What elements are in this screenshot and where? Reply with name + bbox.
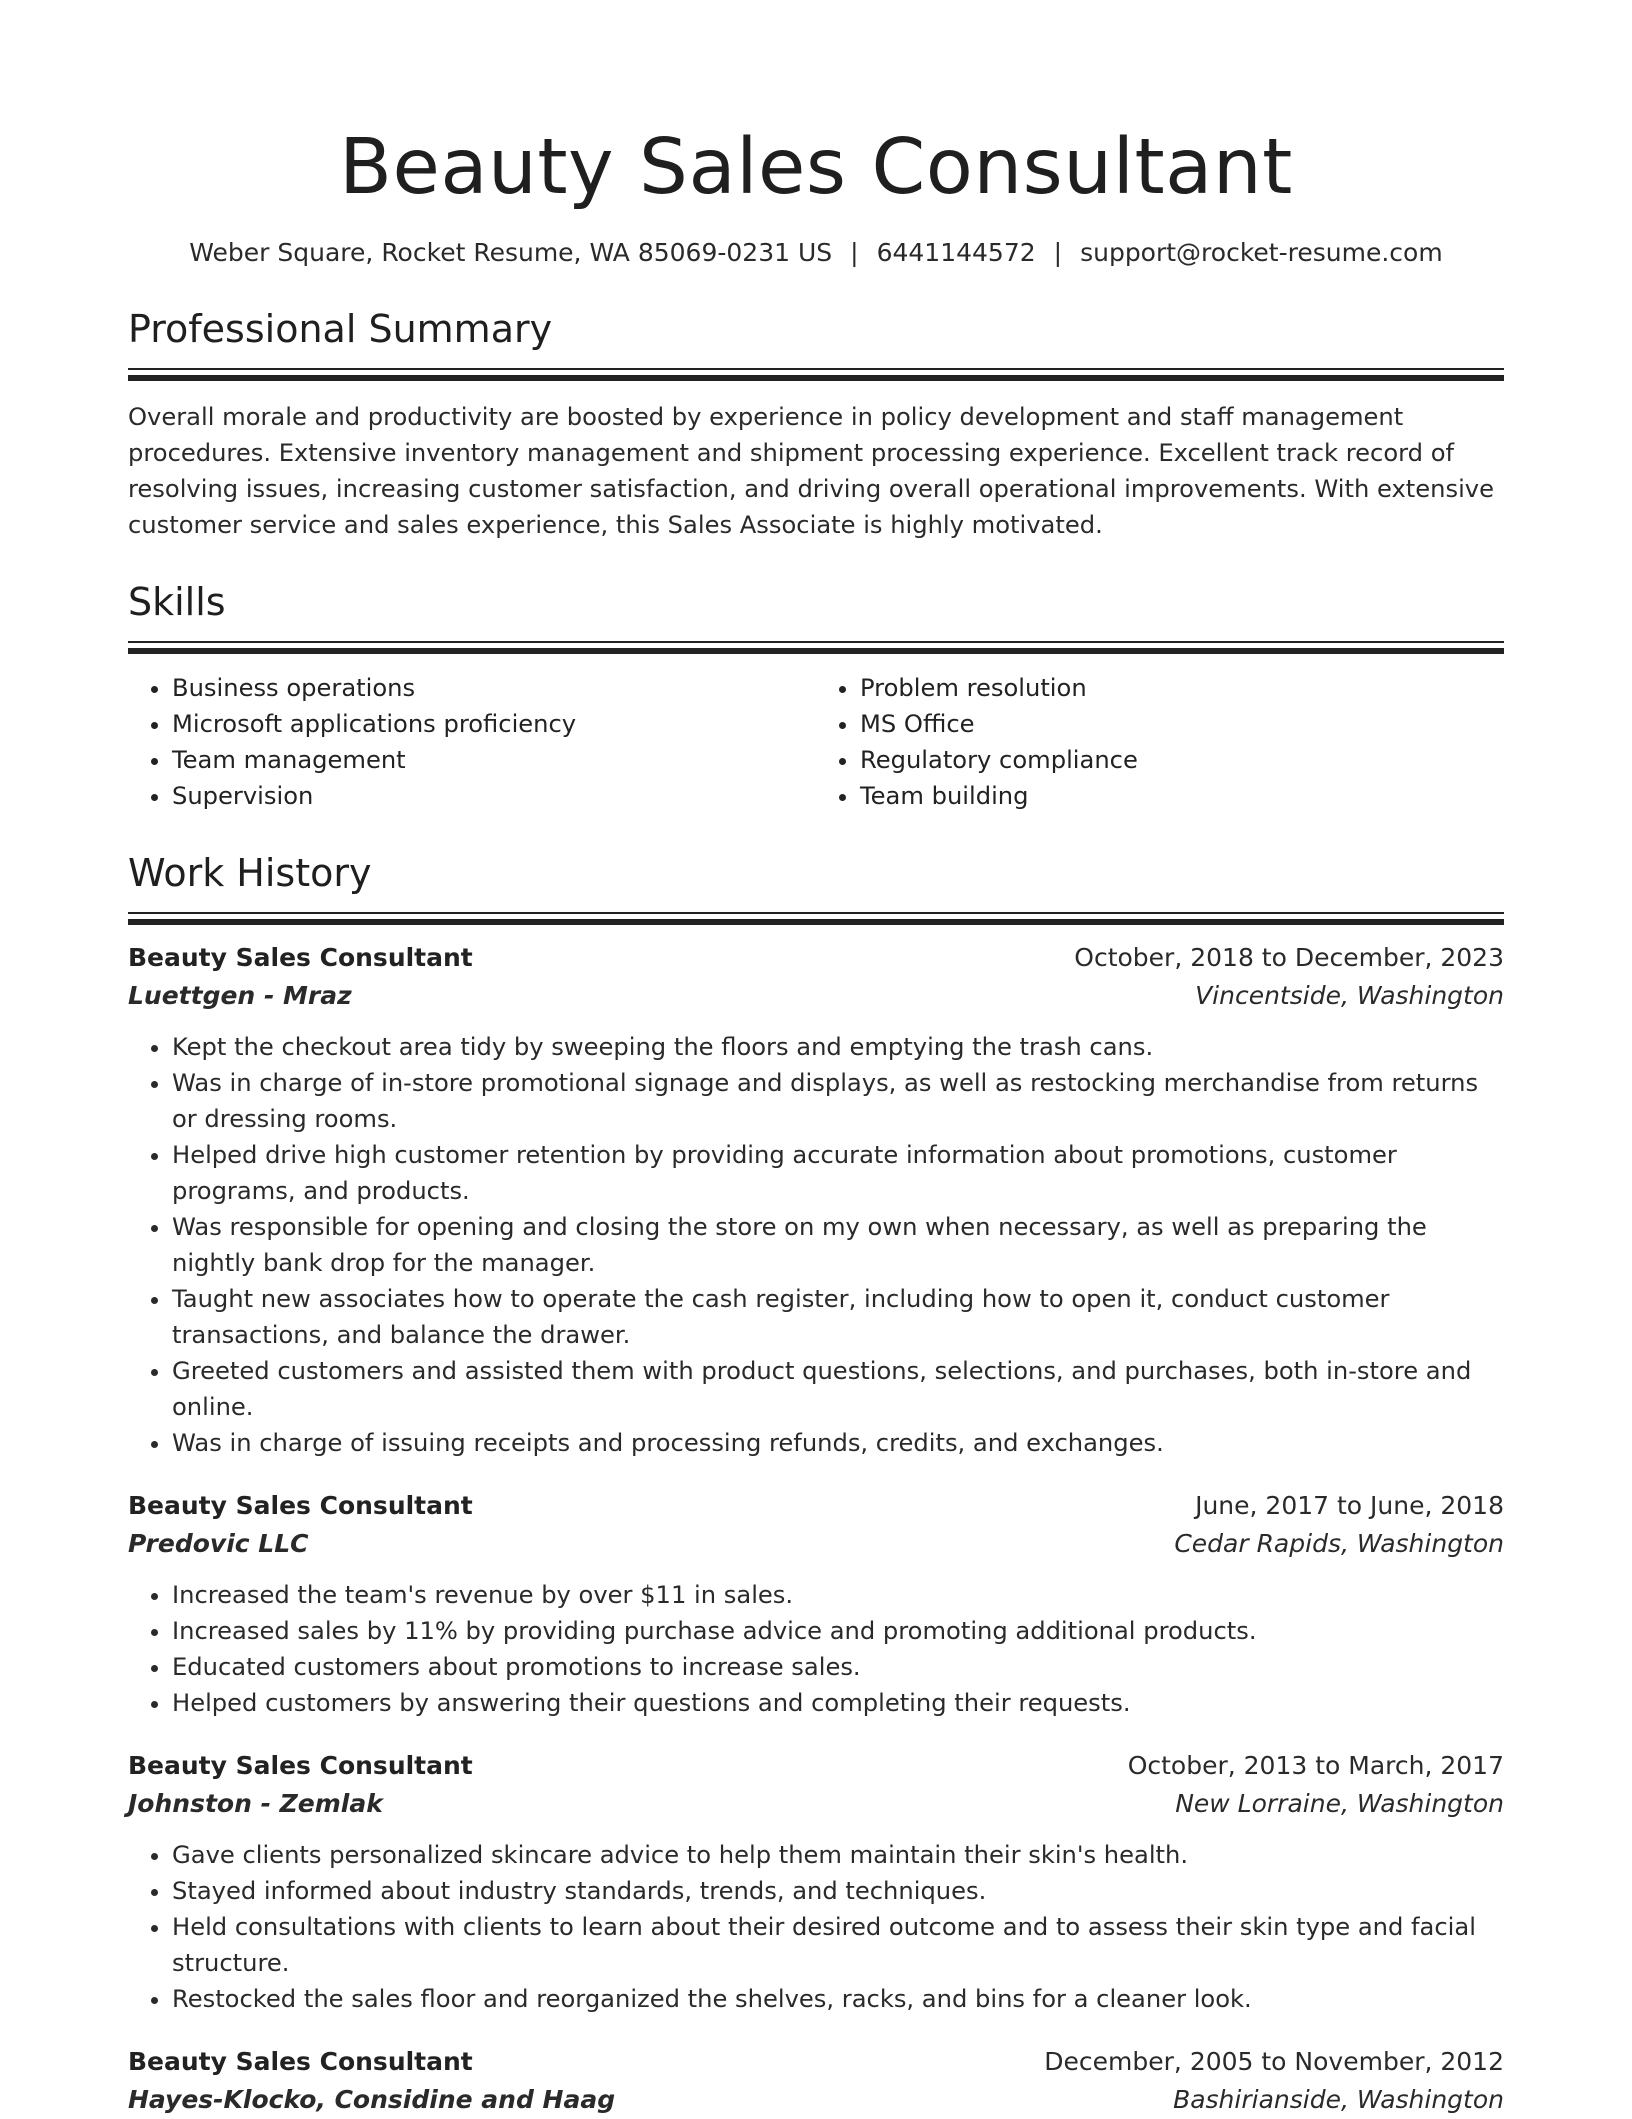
skills-list-right: [816, 670, 1504, 814]
job-bullet: • Helped drive high customer retention by providing accurate information about promotions, customer programs, and products.: [172, 1137, 1504, 1209]
job-bullet: • Greeted customers and assisted them with product questions, selections, and purchases, both in-store and online.: [172, 1353, 1504, 1425]
skill-item: • Regulatory compliance: [860, 742, 1504, 778]
job-bullet: • Stayed informed about industry standards, trends, and techniques.: [172, 1873, 1504, 1909]
job-bullets: [128, 1029, 1504, 1461]
skills-list-left: [128, 670, 816, 814]
job-title: Beauty Sales Consultant: [128, 1751, 473, 1780]
job-bullet: • Held consultations with clients to learn about their desired outcome and to assess their skin type and facial structure.: [172, 1909, 1504, 1981]
job-bullet: • Taught new associates how to operate the cash register, including how to open it, conduct customer transactions, and balance the drawer.: [172, 1281, 1504, 1353]
job-location: New Lorraine, Washington: [1175, 1789, 1504, 1818]
job-bullet: • Increased the team's revenue by over $11 in sales.: [172, 1577, 1504, 1613]
section-divider: [128, 368, 1504, 381]
job-dates: December, 2005 to November, 2012: [1044, 2047, 1504, 2076]
job-company: Johnston - Zemlak: [128, 1789, 383, 1818]
contact-email: support@rocket-resume.com: [1080, 238, 1443, 267]
job-bullets: [128, 1577, 1504, 1721]
resume-title: Beauty Sales Consultant: [339, 123, 1293, 212]
skill-item: • Supervision: [172, 778, 816, 814]
job-header-row: [128, 2043, 1504, 2081]
job-company-row: [128, 977, 1504, 1015]
job-bullets: [128, 1837, 1504, 2017]
skill-item: • Microsoft applications proficiency: [172, 706, 816, 742]
job-bullet: • Educated customers about promotions to increase sales.: [172, 1649, 1504, 1685]
job-company: Hayes-Klocko, Considine and Haag: [128, 2085, 616, 2114]
job-bullet: • Was in charge of in-store promotional signage and displays, as well as restocking merchandise from returns or dressing rooms.: [172, 1065, 1504, 1137]
job-company-row: [128, 1785, 1504, 1823]
job-company-row: [128, 1525, 1504, 1563]
job-company-row: [128, 2081, 1504, 2119]
job-entry: [128, 2043, 1504, 2119]
job-bullet: • Restocked the sales floor and reorganized the shelves, racks, and bins for a cleaner look.: [172, 1981, 1504, 2017]
job-bullet: • Was in charge of issuing receipts and processing refunds, credits, and exchanges.: [172, 1425, 1504, 1461]
skill-item: • Business operations: [172, 670, 816, 706]
contact-phone: 6441144572: [876, 238, 1036, 267]
job-location: Vincentside, Washington: [1195, 981, 1504, 1010]
skills-section: [128, 577, 1504, 814]
skill-item: • Problem resolution: [860, 670, 1504, 706]
job-entry: [128, 1747, 1504, 2017]
job-title: Beauty Sales Consultant: [128, 1491, 473, 1520]
job-location: Bashirianside, Washington: [1173, 2085, 1504, 2114]
contact-address: Weber Square, Rocket Resume, WA 85069-0231 US: [189, 238, 833, 267]
summary-section: [128, 304, 1504, 543]
work-heading: Work History: [128, 851, 372, 895]
job-location: Cedar Rapids, Washington: [1174, 1529, 1504, 1558]
skill-item: • Team management: [172, 742, 816, 778]
summary-text: Overall morale and productivity are boosted by experience in policy development and staff management procedures. Extensive inventory management and shipment processing experience. Excellent track record of resolving issues, increasing customer satisfaction, and driving overall operational improvements. With extensive customer service and sales experience, this Sales Associate is highly motivated.: [128, 403, 1494, 539]
job-entry: [128, 939, 1504, 1461]
skills-heading: Skills: [128, 580, 226, 624]
skill-item: • Team building: [860, 778, 1504, 814]
job-dates: October, 2013 to March, 2017: [1127, 1751, 1504, 1780]
summary-heading: Professional Summary: [128, 307, 553, 351]
job-bullet: • Kept the checkout area tidy by sweeping the floors and emptying the trash cans.: [172, 1029, 1504, 1065]
job-header-row: [128, 1487, 1504, 1525]
section-divider: [128, 641, 1504, 654]
job-bullet: • Gave clients personalized skincare advice to help them maintain their skin's health.: [172, 1837, 1504, 1873]
job-bullet: • Was responsible for opening and closing the store on my own when necessary, as well as preparing the nightly bank drop for the manager.: [172, 1209, 1504, 1281]
job-dates: June, 2017 to June, 2018: [1195, 1491, 1504, 1520]
job-dates: October, 2018 to December, 2023: [1074, 943, 1504, 972]
job-header-row: [128, 1747, 1504, 1785]
section-divider: [128, 912, 1504, 925]
skill-item: • MS Office: [860, 706, 1504, 742]
skills-columns: [128, 670, 1504, 814]
job-title: Beauty Sales Consultant: [128, 943, 473, 972]
job-entry: [128, 1487, 1504, 1721]
job-title: Beauty Sales Consultant: [128, 2047, 473, 2076]
job-bullet: • Increased sales by 11% by providing purchase advice and promoting additional products.: [172, 1613, 1504, 1649]
jobs-list: [128, 939, 1504, 2119]
work-section: [128, 848, 1504, 2119]
job-company: Predovic LLC: [128, 1529, 309, 1558]
contact-separator: |: [1053, 238, 1063, 267]
job-header-row: [128, 939, 1504, 977]
contact-separator: |: [850, 238, 859, 267]
job-bullet: • Helped customers by answering their questions and completing their requests.: [172, 1685, 1504, 1721]
contact-line: [128, 236, 1504, 270]
job-company: Luettgen - Mraz: [128, 981, 352, 1010]
